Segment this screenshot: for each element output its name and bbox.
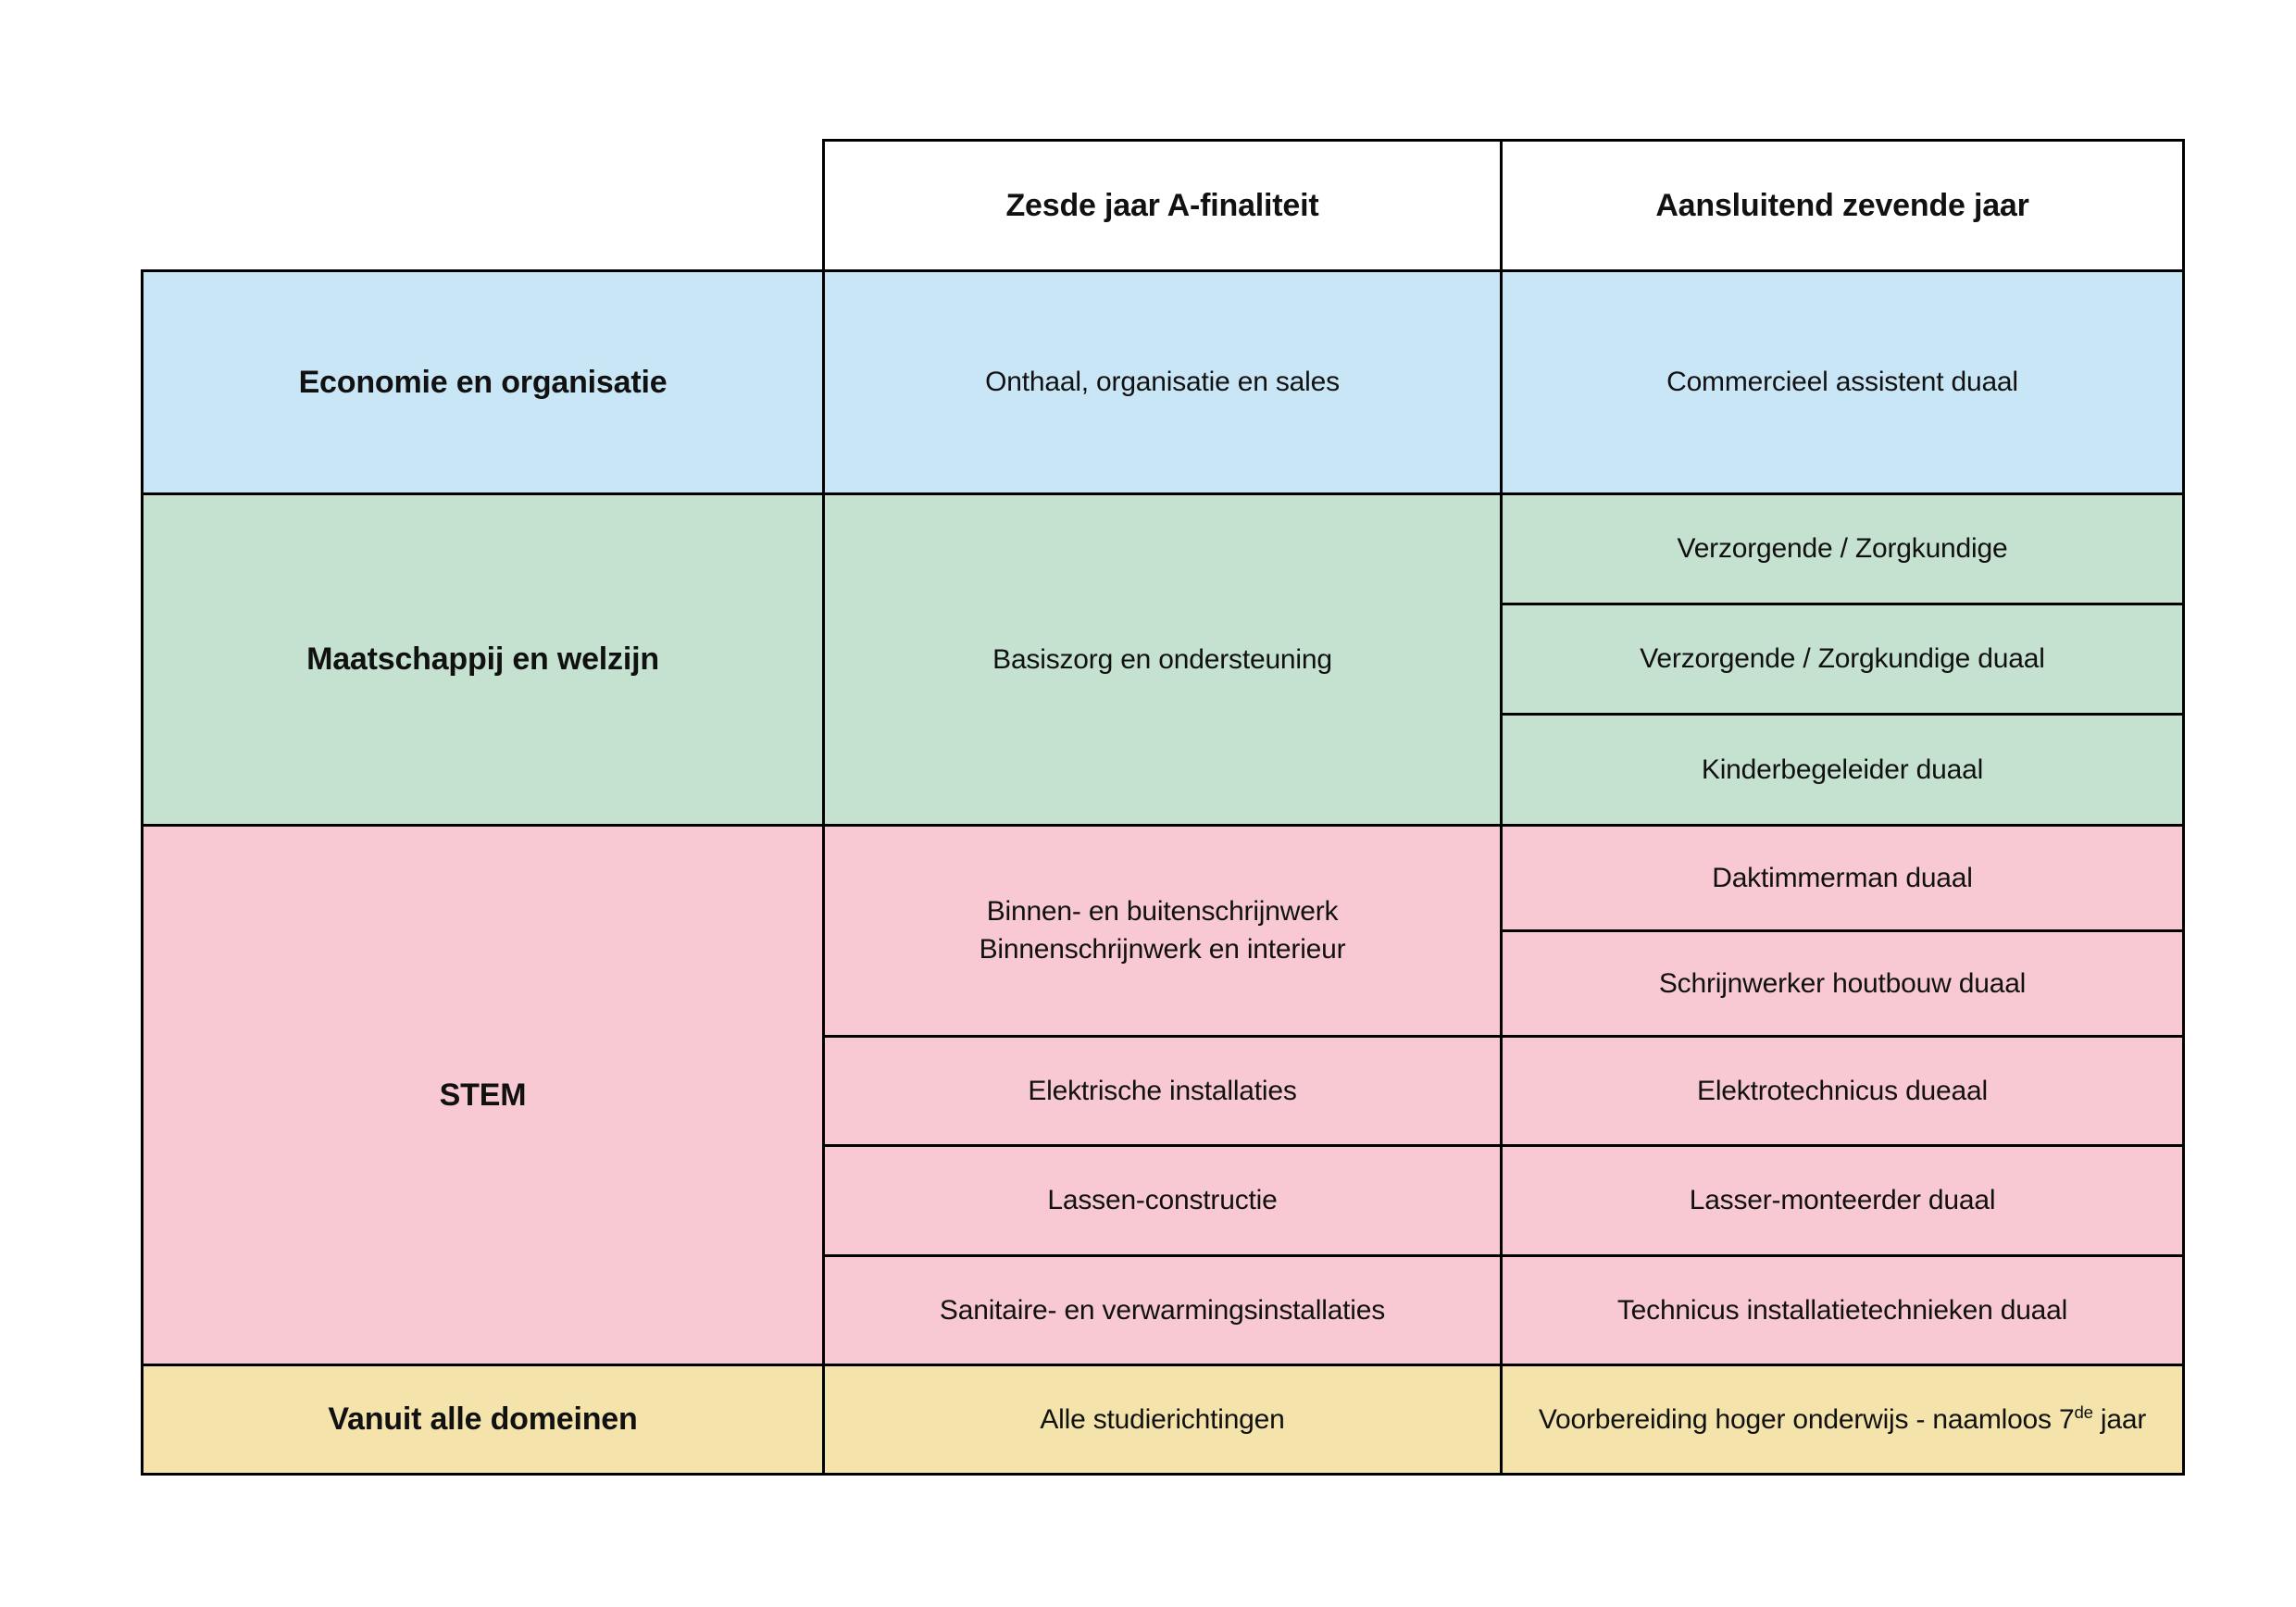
- cell-stem-seventh-2: Elektrotechnicus dueaal: [1502, 1037, 2184, 1146]
- header-spacer-cell: [143, 141, 824, 271]
- cell-maatschappij-seventh-1: Verzorgende / Zorgkundige: [1502, 494, 2184, 604]
- cell-stem-seventh-1a: Daktimmerman duaal: [1502, 826, 2184, 931]
- cell-maatschappij-seventh-3: Kinderbegeleider duaal: [1502, 715, 2184, 826]
- cell-maatschappij-sixth: Basiszorg en ondersteuning: [824, 494, 1502, 826]
- cell-alle-seventh-suffix: jaar: [2092, 1403, 2147, 1435]
- cell-economie-seventh: Commercieel assistent duaal: [1502, 271, 2184, 494]
- cell-stem-sixth-3: Lassen-constructie: [824, 1146, 1502, 1256]
- cell-maatschappij-seventh-2: Verzorgende / Zorgkundige duaal: [1502, 604, 2184, 715]
- cell-stem-sixth-1-line1: Binnen- en buitenschrijnwerk: [986, 896, 1339, 927]
- cell-economie-sixth: Onthaal, organisatie en sales: [824, 271, 1502, 494]
- column-header-seventh-year: Aansluitend zevende jaar: [1502, 141, 2184, 271]
- cell-alle-seventh: [1502, 1365, 2184, 1475]
- cell-stem-seventh-1b: Schrijnwerker houtbouw duaal: [1502, 931, 2184, 1037]
- cell-stem-seventh-3: Lasser-monteerder duaal: [1502, 1146, 2184, 1256]
- cell-stem-sixth-4: Sanitaire- en verwarmingsinstallaties: [824, 1256, 1502, 1365]
- cell-alle-sixth: Alle studierichtingen: [824, 1365, 1502, 1475]
- cell-stem-sixth-1-line2: Binnenschrijnwerk en interieur: [979, 933, 1346, 965]
- domain-label-economie: Economie en organisatie: [143, 271, 824, 494]
- study-programme-table: [141, 139, 2185, 1476]
- domain-label-maatschappij: Maatschappij en welzijn: [143, 494, 824, 826]
- cell-stem-sixth-1: [824, 826, 1502, 1037]
- cell-alle-seventh-prefix: Voorbereiding hoger onderwijs - naamloos 7: [1538, 1403, 2075, 1435]
- domain-label-alle-domeinen: Vanuit alle domeinen: [143, 1365, 824, 1475]
- cell-alle-seventh-superscript: de: [2074, 1401, 2093, 1422]
- cell-stem-sixth-2: Elektrische installaties: [824, 1037, 1502, 1146]
- domain-label-stem: STEM: [143, 826, 824, 1365]
- cell-stem-seventh-4: Technicus installatietechnieken duaal: [1502, 1256, 2184, 1365]
- column-header-sixth-year: Zesde jaar A-finaliteit: [824, 141, 1502, 271]
